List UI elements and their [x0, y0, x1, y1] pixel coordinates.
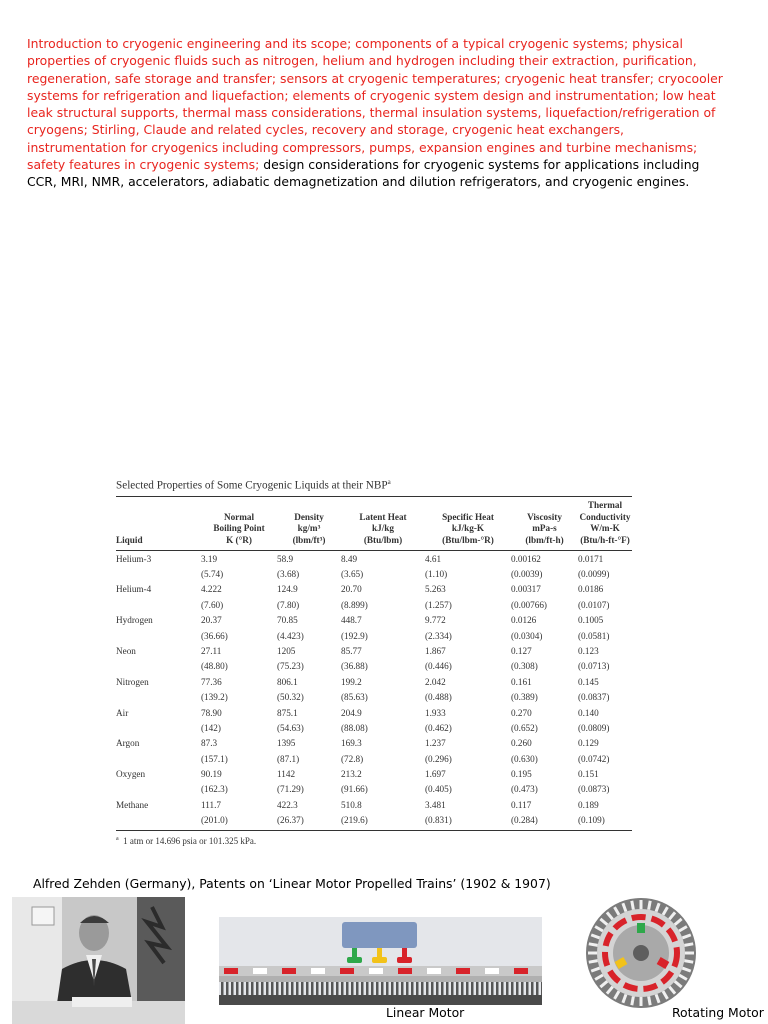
table-cell: 0.145	[578, 676, 599, 687]
table-cell: 0.00162	[511, 553, 541, 564]
liquid-name: Helium-4	[116, 584, 152, 595]
table-header	[116, 497, 632, 550]
table-cell: 0.260	[511, 738, 532, 749]
table-cell: (71.29)	[277, 784, 304, 795]
table-cell: 4.222	[201, 584, 222, 595]
table-cell: (85.63)	[341, 692, 368, 703]
table-cell: (5.74)	[201, 569, 224, 579]
table-row	[116, 797, 632, 812]
table-cell: (0.473)	[511, 784, 538, 795]
table-cell: (0.446)	[425, 661, 452, 672]
table-cell: 0.00317	[511, 584, 541, 595]
patent-caption: Alfred Zehden (Germany), Patents on ‘Linear Motor Propelled Trains’ (1902 & 1907)	[33, 876, 551, 891]
table-cell: (36.66)	[201, 630, 228, 641]
table-cell: (0.0099)	[578, 569, 610, 579]
table-cell: (7.60)	[201, 599, 224, 610]
alfred-zehden-photo	[12, 897, 185, 1024]
table-cell: 1.237	[425, 738, 446, 749]
table-cell: 806.1	[277, 676, 298, 687]
table-cell: 8.49	[341, 553, 358, 564]
table-cell: (0.831)	[425, 815, 452, 826]
table-cell: 85.77	[341, 645, 362, 656]
cryogenic-properties-table	[116, 478, 632, 846]
table-cell: 422.3	[277, 799, 298, 810]
table-cell: (0.296)	[425, 753, 452, 764]
table-row	[116, 628, 632, 643]
table-cell: 0.0171	[578, 553, 604, 564]
table-cell: (48.80)	[201, 661, 228, 672]
table-row	[116, 597, 632, 612]
table-cell: 27.11	[201, 645, 222, 656]
liquid-name: Hydrogen	[116, 615, 153, 626]
table-cell: 0.0186	[578, 584, 604, 595]
table-footnote: $^a$ 1 atm or 14.696 psia or 101.325 kPa.	[116, 835, 257, 846]
table-cell: 2.042	[425, 676, 446, 687]
table-row	[116, 766, 632, 781]
table-row	[116, 612, 632, 627]
table-cell: (0.0304)	[511, 630, 543, 641]
table-cell: 77.36	[201, 676, 222, 687]
column-header: Thermal Conductivity W/m-K (Btu/h-ft-°F)	[579, 499, 631, 546]
table-cell: (0.0713)	[578, 661, 610, 672]
table-cell: (8.899)	[341, 599, 368, 610]
table-cell: 58.9	[277, 553, 294, 564]
table-cell: (50.32)	[277, 692, 304, 703]
table-row	[116, 551, 632, 566]
table-cell: 87.3	[201, 738, 218, 749]
table-cell: (0.284)	[511, 815, 538, 826]
table-cell: 124.9	[277, 584, 298, 595]
table-cell: (0.389)	[511, 692, 538, 703]
table-row	[116, 813, 632, 828]
table-cell: 3.481	[425, 799, 446, 810]
table-cell: 0.127	[511, 645, 532, 656]
table-row	[116, 674, 632, 689]
table-cell: (3.65)	[341, 569, 364, 579]
table-cell: 4.61	[425, 553, 442, 564]
table-cell: (0.0873)	[578, 784, 610, 795]
table-cell: (88.08)	[341, 722, 368, 733]
table-cell: 0.129	[578, 738, 599, 749]
table-cell: 20.70	[341, 584, 362, 595]
table-cell: 169.3	[341, 738, 362, 749]
liquid-name: Neon	[116, 645, 136, 656]
table-cell: 0.151	[578, 769, 599, 780]
table-cell: (139.2)	[201, 692, 228, 703]
table-cell: 0.1005	[578, 615, 604, 626]
table-cell: 1.933	[425, 707, 446, 718]
table-cell: (0.0039)	[511, 569, 543, 579]
course-description	[27, 35, 727, 191]
table-cell: (0.652)	[511, 722, 538, 733]
table-cell: (0.308)	[511, 661, 538, 672]
table-cell: 0.195	[511, 769, 532, 780]
table-row	[116, 720, 632, 735]
table-cell: (0.630)	[511, 753, 538, 764]
table-cell: (72.8)	[341, 753, 364, 764]
table-cell: 0.117	[511, 799, 532, 810]
table-cell: (1.257)	[425, 599, 452, 610]
table-cell: (26.37)	[277, 815, 304, 826]
table-cell: (36.88)	[341, 661, 368, 672]
intro-black-text: design considerations for cryogenic systems for applications including CCR, MRI, NMR, accelerators, adiabatic demagnetization and dilution refrigerators, and cryogenic engines.	[27, 157, 700, 190]
intro-red-text: Introduction to cryogenic engineering and its scope; components of a typical cryogenic systems; physical properties of cryogenic fluids such as nitrogen, helium and hydrogen including their extraction, purification, regeneration, safe storage and transfer; sensors at cryogenic temperatures; cryogenic heat transfer; cryocooler systems for refrigeration and liquefaction; elements of cryogenic system design and instrumentation; low heat leak structural supports, thermal mass considerations, thermal insulation systems, liquefaction/refrigeration of cryogens; Stirling, Claude and related cycles, recovery and storage, cryogenic heat exchangers, instrumentation for cryogenics including compressors, pumps, expansion engines and turbine mechanisms; safety features in cryogenic systems;	[27, 36, 723, 173]
table-cell: (0.488)	[425, 692, 452, 703]
table-cell: (4.423)	[277, 630, 304, 641]
table-cell: 213.2	[341, 769, 362, 780]
liquid-name: Helium-3	[116, 553, 152, 564]
table-title: Selected Properties of Some Cryogenic Liquids at their NBP$^a$	[116, 478, 391, 492]
table-cell: (142)	[201, 722, 221, 733]
table-body	[116, 551, 632, 828]
table-cell: (0.109)	[578, 815, 605, 826]
table-row	[116, 643, 632, 658]
table-cell: (157.1)	[201, 753, 228, 764]
table-cell: 204.9	[341, 707, 362, 718]
table-cell: 1.867	[425, 645, 446, 656]
column-header: Viscosity mPa-s (lbm/ft-h)	[525, 511, 564, 546]
table-cell: 0.140	[578, 707, 599, 718]
linear-motor-diagram	[219, 917, 542, 1005]
liquid-name: Air	[116, 707, 129, 718]
table-cell: (75.23)	[277, 661, 304, 672]
table-cell: 111.7	[201, 799, 221, 810]
table-cell: (0.405)	[425, 784, 452, 795]
table-row	[116, 751, 632, 766]
table-cell: (1.10)	[425, 569, 448, 579]
table-cell: 1142	[277, 769, 296, 780]
rotating-motor-diagram	[585, 897, 697, 1009]
table-cell: 875.1	[277, 707, 298, 718]
table-cell: (3.68)	[277, 569, 300, 579]
column-header: Latent Heat kJ/kg (Btu/lbm)	[359, 511, 407, 546]
table-cell: (7.80)	[277, 599, 300, 610]
table-cell: (0.0581)	[578, 630, 610, 641]
table-cell: 0.123	[578, 645, 599, 656]
table-cell: (0.462)	[425, 722, 452, 733]
table-cell: 5.263	[425, 584, 446, 595]
table-row	[116, 659, 632, 674]
table-cell: 90.19	[201, 769, 222, 780]
table-cell: 9.772	[425, 615, 446, 626]
table-cell: 78.90	[201, 707, 222, 718]
table-cell: 1.697	[425, 769, 446, 780]
liquid-name: Methane	[116, 799, 149, 810]
table-cell: 20.37	[201, 615, 222, 626]
table-cell: 1395	[277, 738, 296, 749]
table-cell: (0.00766)	[511, 599, 547, 610]
table-cell: 510.8	[341, 799, 362, 810]
table-row	[116, 566, 632, 581]
linear-motor-label: Linear Motor	[386, 1005, 465, 1020]
liquid-name: Argon	[116, 738, 140, 749]
column-header: Specific Heat kJ/kg-K (Btu/lbm-°R)	[442, 511, 494, 546]
table-cell: 0.189	[578, 799, 599, 810]
table-cell: (192.9)	[341, 630, 368, 641]
liquid-name: Oxygen	[116, 769, 146, 780]
table-row	[116, 736, 632, 751]
table-cell: (87.1)	[277, 753, 300, 764]
table-cell: (0.0107)	[578, 599, 610, 610]
column-header: Liquid	[116, 535, 143, 546]
table-cell: (219.6)	[341, 815, 368, 826]
column-header: Normal Boiling Point K (°R)	[213, 511, 265, 546]
table-cell: (0.0809)	[578, 722, 610, 733]
table-row	[116, 689, 632, 704]
table-cell: (201.0)	[201, 815, 228, 826]
table-cell: 0.0126	[511, 615, 537, 626]
table-cell: (162.3)	[201, 784, 228, 795]
table-cell: 70.85	[277, 615, 298, 626]
table-row	[116, 705, 632, 720]
column-header: Density kg/m³ (lbm/ft³)	[292, 511, 326, 546]
table-cell: (0.0742)	[578, 753, 610, 764]
table-cell: (91.66)	[341, 784, 368, 795]
table-row	[116, 782, 632, 797]
table-cell: 0.161	[511, 676, 532, 687]
table-cell: 1205	[277, 645, 296, 656]
table-cell: 199.2	[341, 676, 362, 687]
liquid-name: Nitrogen	[116, 676, 149, 687]
rotating-motor-label: Rotating Motor	[672, 1005, 764, 1020]
table-cell: (2.334)	[425, 630, 452, 641]
table-cell: 3.19	[201, 553, 218, 564]
table-cell: 448.7	[341, 615, 362, 626]
table-cell: (0.0837)	[578, 692, 610, 703]
table-cell: (54.63)	[277, 722, 304, 733]
table-cell: 0.270	[511, 707, 532, 718]
table-row	[116, 582, 632, 597]
